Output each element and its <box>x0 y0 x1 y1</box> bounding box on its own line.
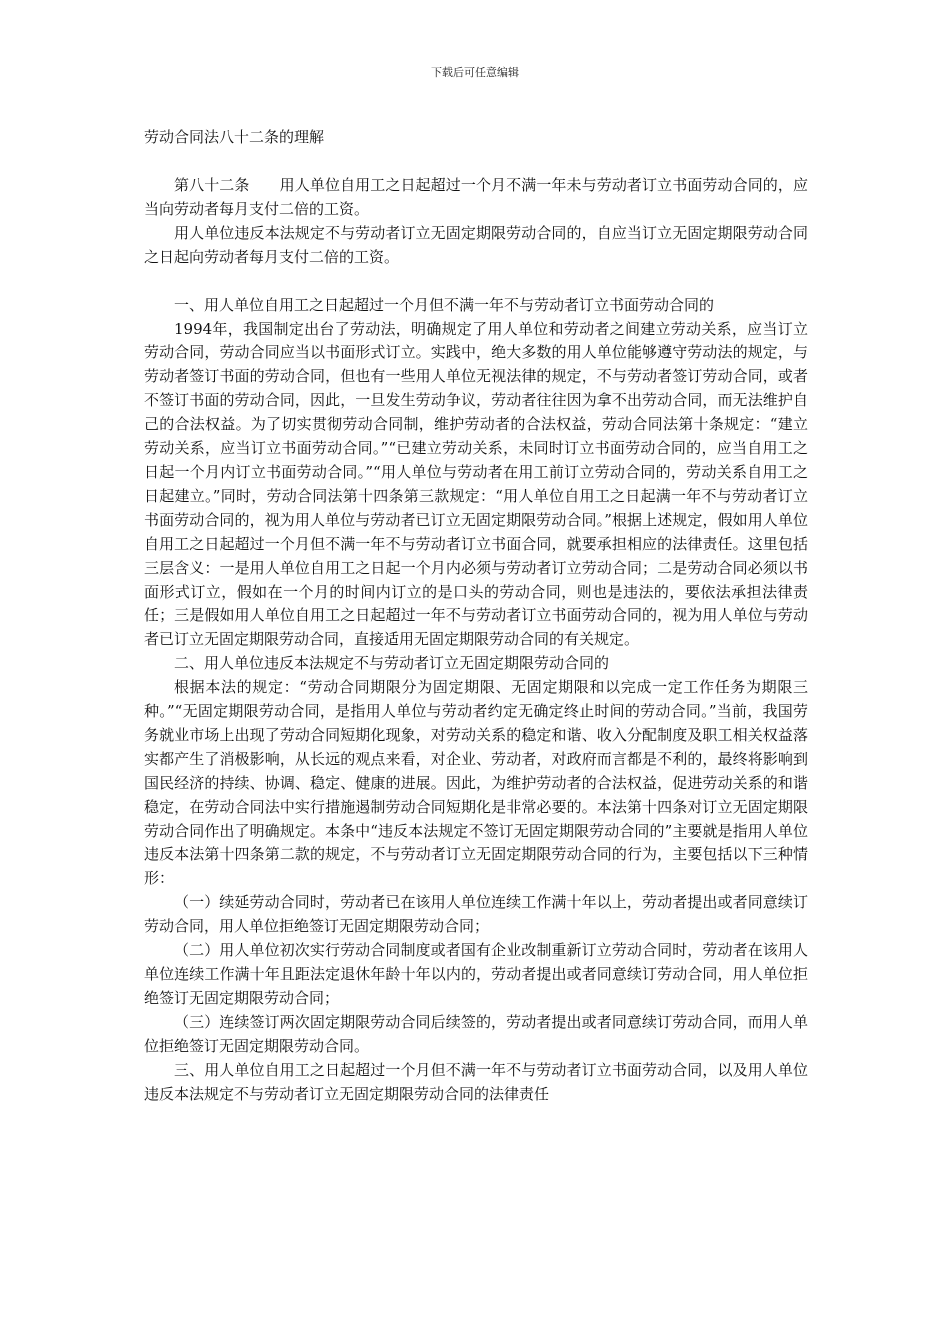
case-item-1: （一）续延劳动合同时，劳动者已在该用人单位连续工作满十年以上，劳动者提出或者同意续订劳动合同，用人单位拒绝签订无固定期限劳动合同； <box>144 893 808 936</box>
document-title: 劳动合同法八十二条的理解 <box>144 128 325 146</box>
article-82-paragraph-1: 第八十二条 用人单位自用工之日起超过一个月不满一年未与劳动者订立书面劳动合同的，应当向劳动者每月支付二倍的工资。 <box>144 176 808 218</box>
section-1-body: 1994年，我国制定出台了劳动法，明确规定了用人单位和劳动者之间建立劳动关系，应当订立劳动合同，劳动合同应当以书面形式订立。实践中，绝大多数的用人单位能够遵守劳动法的规定，与劳动者签订书面的劳动合同，但也有一些用人单位无视法律的规定，不与劳动者签订劳动合同，或者不签订书面的劳动合同，因此，一旦发生劳动争议，劳动者往往因为拿不出劳动合同，而无法维护自己的合法权益。为了切实贯彻劳动合同制，维护劳动者的合法权益，劳动合同法第十条规定：“建立劳动关系，应当订立书面劳动合同。”“已建立劳动关系，未同时订立书面劳动合同的，应当自用工之日起一个月内订立书面劳动合同。”“用人单位与劳动者在用工前订立劳动合同的，劳动关系自用工之日起建立。”同时，劳动合同法第十四条第三款规定：“用人单位自用工之日起满一年不与劳动者订立书面劳动合同的，视为用人单位与劳动者已订立无固定期限劳动合同。”根据上述规定，假如用人单位自用工之日起超过一个月但不满一年不与劳动者订立书面合同，就要承担相应的法律责任。这里包括三层含义：一是用人单位自用工之日起一个月内必须与劳动者订立劳动合同；二是劳动合同必须以书面形式订立，假如在一个月的时间内订立的是口头的劳动合同，则也是违法的，要依法承担法律责任；三是假如用人单位自用工之日起超过一年不与劳动者订立书面劳动合同的，视为用人单位与劳动者已订立无固定期限劳动合同，直接适用无固定期限劳动合同的有关规定。 <box>144 319 808 649</box>
section-heading-3: 三、用人单位自用工之日起超过一个月但不满一年不与劳动者订立书面劳动合同，以及用人单位违反本法规定不与劳动者订立无固定期限劳动合同的法律责任 <box>144 1060 808 1103</box>
section-2-body: 根据本法的规定：“劳动合同期限分为固定期限、无固定期限和以完成一定工作任务为期限三种。”“无固定期限劳动合同，是指用人单位与劳动者约定无确定终止时间的劳动合同。”当前，我国劳务就业市场上出现了劳动合同短期化现象，对劳动关系的稳定和谐、收入分配制度及职工相关权益落实都产生了消极影响，从长远的观点来看，对企业、劳动者，对政府而言都是不利的，最终将影响到国民经济的持续、协调、稳定、健康的进展。因此，为维护劳动者的合法权益，促进劳动关系的和谐稳定，在劳动合同法中实行措施遏制劳动合同短期化是非常必要的。本法第十四条对订立无固定期限劳动合同作出了明确规定。本条中“违反本法规定不签订无固定期限劳动合同的”主要就是指用人单位违反本法第十四条第二款的规定，不与劳动者订立无固定期限劳动合同的行为，主要包括以下三种情形： <box>144 678 808 888</box>
case-item-2: （二）用人单位初次实行劳动合同制度或者国有企业改制重新订立劳动合同时，劳动者在该用人单位连续工作满十年且距法定退休年龄十年以内的，劳动者提出或者同意续订劳动合同，用人单位拒绝签订无固定期限劳动合同； <box>144 941 808 1007</box>
section-heading-2: 二、用人单位违反本法规定不与劳动者订立无固定期限劳动合同的 <box>174 654 610 673</box>
section-heading-1: 一、用人单位自用工之日起超过一个月但不满一年不与劳动者订立书面劳动合同的 <box>174 295 715 314</box>
document-body <box>144 174 808 1106</box>
article-82-paragraph-2: 用人单位违反本法规定不与劳动者订立无固定期限劳动合同的，自应当订立无固定期限劳动合同之日起向劳动者每月支付二倍的工资。 <box>144 223 808 266</box>
case-item-3: （三）连续签订两次固定期限劳动合同后续签的，劳动者提出或者同意续订劳动合同，而用人单位拒绝签订无固定期限劳动合同。 <box>144 1012 808 1055</box>
page-header: 下载后可任意编辑 <box>431 66 519 79</box>
